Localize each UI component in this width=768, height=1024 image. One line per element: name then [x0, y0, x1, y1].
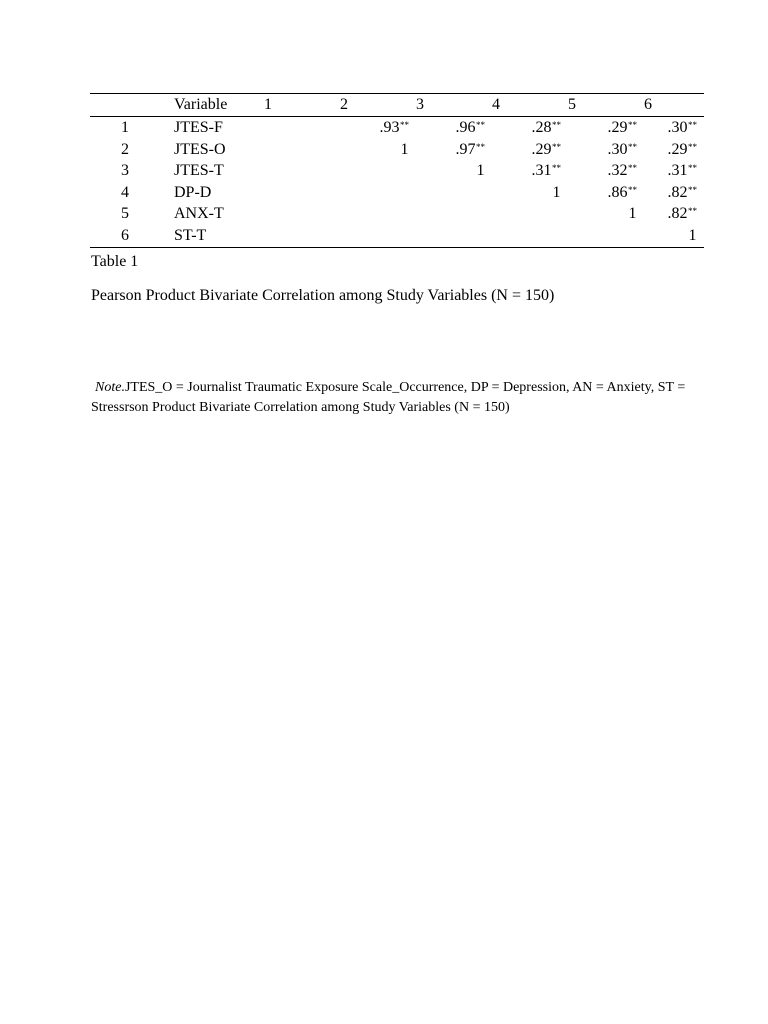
cell	[416, 203, 492, 225]
cell	[264, 117, 340, 139]
table-row	[90, 160, 704, 182]
row-variable: JTES-T	[174, 162, 224, 180]
cell: .93**	[379, 119, 409, 136]
table-row	[90, 117, 704, 139]
header-col-1: 1	[264, 94, 340, 117]
row-index: 1	[121, 119, 129, 136]
cell: 1	[644, 225, 704, 247]
cell	[568, 225, 644, 247]
cell: .29**	[531, 140, 561, 158]
table-note	[91, 378, 691, 418]
cell	[340, 182, 416, 204]
cell	[492, 203, 568, 225]
table-body	[90, 117, 704, 248]
table-row	[90, 225, 704, 247]
row-index: 2	[121, 140, 129, 158]
row-index: 3	[121, 162, 129, 180]
header-col-3: 3	[416, 94, 492, 117]
cell	[416, 182, 492, 204]
header-col-2: 2	[340, 94, 416, 117]
table-header-row	[90, 94, 704, 117]
table-header	[90, 94, 704, 117]
cell: .32**	[607, 162, 637, 180]
cell	[264, 182, 340, 204]
cell: 1	[552, 183, 561, 201]
cell	[264, 203, 340, 225]
cell: .86**	[607, 183, 637, 201]
row-index: 5	[121, 205, 129, 223]
table-row	[90, 182, 704, 204]
cell: .28**	[531, 119, 561, 136]
cell: .30**	[667, 119, 697, 136]
cell: .31**	[667, 162, 697, 180]
cell: .29**	[607, 119, 637, 136]
cell: .31**	[531, 162, 561, 180]
header-col-5: 5	[568, 94, 644, 117]
cell	[340, 225, 416, 247]
row-variable: ANX-T	[174, 205, 224, 223]
cell: .82**	[667, 183, 697, 201]
header-variable: Variable	[174, 94, 264, 117]
cell: 1	[476, 162, 485, 180]
cell: .29**	[667, 140, 697, 158]
table-label: Table 1	[91, 253, 139, 270]
cell: 1	[400, 140, 409, 158]
header-col-6: 6	[644, 94, 704, 117]
header-col-4: 4	[492, 94, 568, 117]
table-row	[90, 203, 704, 225]
cell	[416, 225, 492, 247]
cell	[492, 225, 568, 247]
cell	[264, 160, 340, 182]
row-index: 4	[121, 183, 129, 201]
row-variable: JTES-F	[174, 119, 223, 136]
row-variable: ST-T	[174, 225, 264, 247]
cell	[264, 225, 340, 247]
cell: .82**	[667, 205, 697, 223]
cell	[264, 139, 340, 161]
row-variable: JTES-O	[174, 140, 226, 158]
correlation-table	[90, 93, 704, 248]
row-index: 6	[90, 225, 174, 247]
header-index-cell	[90, 94, 174, 117]
table-row	[90, 139, 704, 161]
cell: 1	[628, 205, 637, 223]
cell: .96**	[455, 119, 485, 136]
table-title: Pearson Product Bivariate Correlation among Study Variables (N = 150)	[91, 287, 555, 304]
cell: .30**	[607, 140, 637, 158]
row-variable: DP-D	[174, 183, 212, 201]
note-text: JTES_O = Journalist Traumatic Exposure Scale_Occurrence, DP = Depression, AN = Anxiety, ST = Stressrson Product Bivariate Correlation among Study Variables (N = 150)	[91, 380, 686, 415]
cell: .97**	[455, 140, 485, 158]
note-label: Note.	[95, 380, 125, 395]
cell	[340, 203, 416, 225]
cell	[340, 160, 416, 182]
